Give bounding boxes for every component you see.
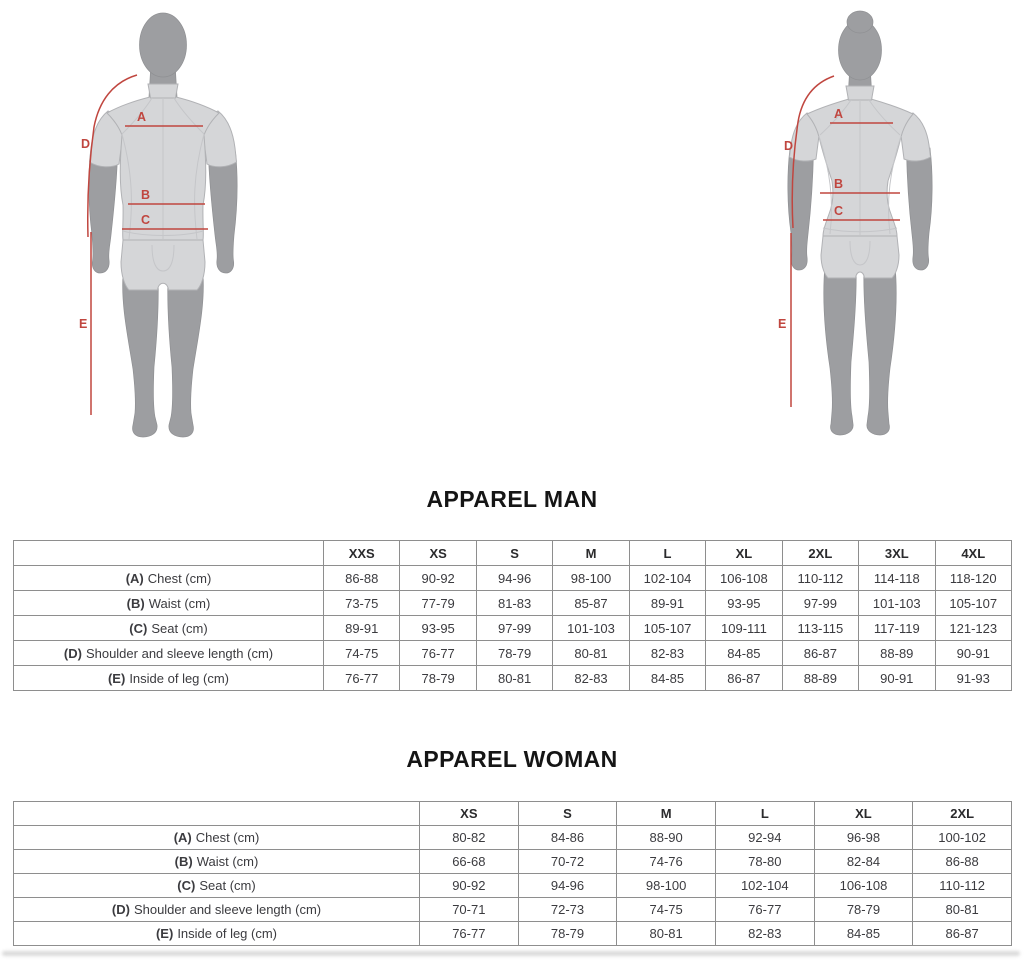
- measurement-row: [14, 666, 1012, 691]
- size-column-header: 2XL: [913, 802, 1012, 826]
- size-value-cell: 106-108: [706, 566, 782, 591]
- woman-hair-bun: [847, 11, 873, 33]
- size-value-cell: 76-77: [324, 666, 400, 691]
- size-column-header: 2XL: [782, 541, 858, 566]
- size-value-cell: 110-112: [913, 874, 1012, 898]
- size-value-cell: 86-88: [324, 566, 400, 591]
- size-value-cell: 98-100: [617, 874, 716, 898]
- size-header-row: [14, 802, 1012, 826]
- man-figure-diagram: [55, 5, 295, 455]
- measurement-name: Chest (cm): [147, 570, 212, 586]
- size-value-cell: 84-86: [518, 826, 617, 850]
- size-value-cell: 80-81: [913, 898, 1012, 922]
- size-value-cell: 74-75: [617, 898, 716, 922]
- measurement-name: Shoulder and sleeve length (cm): [133, 902, 322, 917]
- size-value-cell: 106-108: [814, 874, 913, 898]
- man-collar: [148, 84, 178, 98]
- measurement-letter: (C): [177, 878, 196, 893]
- size-column-header: XL: [706, 541, 782, 566]
- size-column-header: M: [553, 541, 629, 566]
- size-value-cell: 78-79: [400, 666, 476, 691]
- measurement-label-cell: [14, 826, 420, 850]
- size-column-header: XL: [814, 802, 913, 826]
- size-value-cell: 90-92: [400, 566, 476, 591]
- measurement-row: [14, 566, 1012, 591]
- size-value-cell: 96-98: [814, 826, 913, 850]
- size-column-header: L: [629, 541, 705, 566]
- measurement-label-cell: [14, 922, 420, 946]
- size-value-cell: 82-83: [629, 641, 705, 666]
- size-value-cell: 84-85: [706, 641, 782, 666]
- measurement-row: [14, 641, 1012, 666]
- man-label-e: E: [79, 317, 88, 331]
- size-column-header: 3XL: [859, 541, 935, 566]
- size-value-cell: 76-77: [715, 898, 814, 922]
- measurement-row: [14, 616, 1012, 641]
- size-value-cell: 76-77: [400, 641, 476, 666]
- size-value-cell: 91-93: [935, 666, 1012, 691]
- size-value-cell: 118-120: [935, 566, 1012, 591]
- measurement-name: Shoulder and sleeve length (cm): [85, 645, 274, 661]
- size-value-cell: 114-118: [859, 566, 935, 591]
- measurement-name: Seat (cm): [199, 878, 256, 893]
- woman-label-e: E: [778, 317, 787, 331]
- size-value-cell: 84-85: [814, 922, 913, 946]
- measurement-name: Inside of leg (cm): [129, 670, 230, 686]
- measurement-label-cell: [14, 591, 324, 616]
- size-value-cell: 82-84: [814, 850, 913, 874]
- measurement-label-cell: [14, 566, 324, 591]
- man-label-a: A: [137, 110, 147, 124]
- size-value-cell: 80-82: [420, 826, 519, 850]
- size-value-cell: 90-92: [420, 874, 519, 898]
- size-value-cell: 93-95: [400, 616, 476, 641]
- man-shorts: [121, 240, 205, 290]
- size-value-cell: 66-68: [420, 850, 519, 874]
- size-value-cell: 80-81: [553, 641, 629, 666]
- size-value-cell: 74-75: [324, 641, 400, 666]
- measurement-letter: (A): [173, 830, 192, 845]
- measurement-label-cell: [14, 874, 420, 898]
- size-column-header: XS: [400, 541, 476, 566]
- size-value-cell: 93-95: [706, 591, 782, 616]
- corner-cell: [14, 802, 420, 826]
- size-value-cell: 72-73: [518, 898, 617, 922]
- size-value-cell: 86-87: [706, 666, 782, 691]
- size-column-header: 4XL: [935, 541, 1012, 566]
- man-head: [140, 13, 187, 77]
- size-header-row: [14, 541, 1012, 566]
- size-value-cell: 113-115: [782, 616, 858, 641]
- size-value-cell: 97-99: [476, 616, 552, 641]
- measurement-row: [14, 922, 1012, 946]
- woman-collar: [846, 86, 874, 100]
- measurement-label-cell: [14, 850, 420, 874]
- size-value-cell: 82-83: [553, 666, 629, 691]
- size-value-cell: 77-79: [400, 591, 476, 616]
- size-value-cell: 86-87: [913, 922, 1012, 946]
- man-label-c: C: [141, 213, 151, 227]
- size-value-cell: 101-103: [859, 591, 935, 616]
- measurement-letter: (B): [174, 854, 193, 869]
- size-value-cell: 109-111: [706, 616, 782, 641]
- size-value-cell: 78-79: [476, 641, 552, 666]
- measurement-label-cell: [14, 666, 324, 691]
- size-value-cell: 101-103: [553, 616, 629, 641]
- size-value-cell: 90-91: [859, 666, 935, 691]
- size-value-cell: 100-102: [913, 826, 1012, 850]
- size-value-cell: 121-123: [935, 616, 1012, 641]
- size-column-header: M: [617, 802, 716, 826]
- size-column-header: XXS: [324, 541, 400, 566]
- size-column-header: S: [476, 541, 552, 566]
- woman-figure-diagram: [750, 10, 990, 460]
- size-value-cell: 78-79: [518, 922, 617, 946]
- size-value-cell: 78-79: [814, 898, 913, 922]
- man-label-d: D: [81, 137, 91, 151]
- measurement-letter: (C): [129, 620, 148, 636]
- size-value-cell: 90-91: [935, 641, 1012, 666]
- size-value-cell: 76-77: [420, 922, 519, 946]
- size-value-cell: 70-72: [518, 850, 617, 874]
- size-value-cell: 73-75: [324, 591, 400, 616]
- woman-shorts: [821, 236, 899, 278]
- apparel-woman-table: [13, 801, 1012, 946]
- measurement-row: [14, 898, 1012, 922]
- measurement-label-cell: [14, 898, 420, 922]
- measurement-letter: (D): [63, 645, 82, 661]
- size-value-cell: 78-80: [715, 850, 814, 874]
- measurement-label-cell: [14, 616, 324, 641]
- apparel-man-title: APPAREL MAN: [426, 486, 598, 512]
- size-value-cell: 98-100: [553, 566, 629, 591]
- measurement-name: Seat (cm): [151, 620, 208, 636]
- size-value-cell: 88-90: [617, 826, 716, 850]
- size-value-cell: 85-87: [553, 591, 629, 616]
- woman-label-b: B: [834, 177, 844, 191]
- size-value-cell: 94-96: [476, 566, 552, 591]
- measurement-letter: (D): [111, 902, 130, 917]
- size-value-cell: 84-85: [629, 666, 705, 691]
- measurement-row: [14, 874, 1012, 898]
- size-value-cell: 105-107: [629, 616, 705, 641]
- size-column-header: S: [518, 802, 617, 826]
- size-value-cell: 88-89: [859, 641, 935, 666]
- measurement-row: [14, 591, 1012, 616]
- measurement-letter: (E): [107, 670, 126, 686]
- woman-label-c: C: [834, 204, 844, 218]
- measurement-name: Inside of leg (cm): [177, 926, 278, 941]
- size-value-cell: 86-87: [782, 641, 858, 666]
- man-label-b: B: [141, 188, 151, 202]
- size-value-cell: 94-96: [518, 874, 617, 898]
- size-value-cell: 102-104: [715, 874, 814, 898]
- corner-cell: [14, 541, 324, 566]
- size-value-cell: 97-99: [782, 591, 858, 616]
- size-value-cell: 102-104: [629, 566, 705, 591]
- size-value-cell: 70-71: [420, 898, 519, 922]
- size-value-cell: 80-81: [617, 922, 716, 946]
- size-value-cell: 88-89: [782, 666, 858, 691]
- size-value-cell: 89-91: [324, 616, 400, 641]
- size-value-cell: 110-112: [782, 566, 858, 591]
- size-value-cell: 74-76: [617, 850, 716, 874]
- measurement-row: [14, 826, 1012, 850]
- measurement-letter: (B): [126, 595, 145, 611]
- measurement-label-cell: [14, 641, 324, 666]
- woman-label-a: A: [834, 107, 844, 121]
- size-value-cell: 86-88: [913, 850, 1012, 874]
- woman-label-d: D: [784, 139, 794, 153]
- size-value-cell: 80-81: [476, 666, 552, 691]
- size-value-cell: 117-119: [859, 616, 935, 641]
- size-value-cell: 82-83: [715, 922, 814, 946]
- apparel-man-table: [13, 540, 1012, 691]
- image-edge-shadow: [2, 951, 1020, 956]
- measurement-row: [14, 850, 1012, 874]
- size-column-header: L: [715, 802, 814, 826]
- size-column-header: XS: [420, 802, 519, 826]
- size-value-cell: 81-83: [476, 591, 552, 616]
- measurement-letter: (E): [155, 926, 174, 941]
- measurement-name: Waist (cm): [196, 854, 259, 869]
- measurement-name: Waist (cm): [148, 595, 211, 611]
- measurement-name: Chest (cm): [195, 830, 260, 845]
- size-value-cell: 105-107: [935, 591, 1012, 616]
- measurement-letter: (A): [125, 570, 144, 586]
- size-value-cell: 92-94: [715, 826, 814, 850]
- apparel-woman-title: APPAREL WOMAN: [406, 746, 618, 772]
- size-value-cell: 89-91: [629, 591, 705, 616]
